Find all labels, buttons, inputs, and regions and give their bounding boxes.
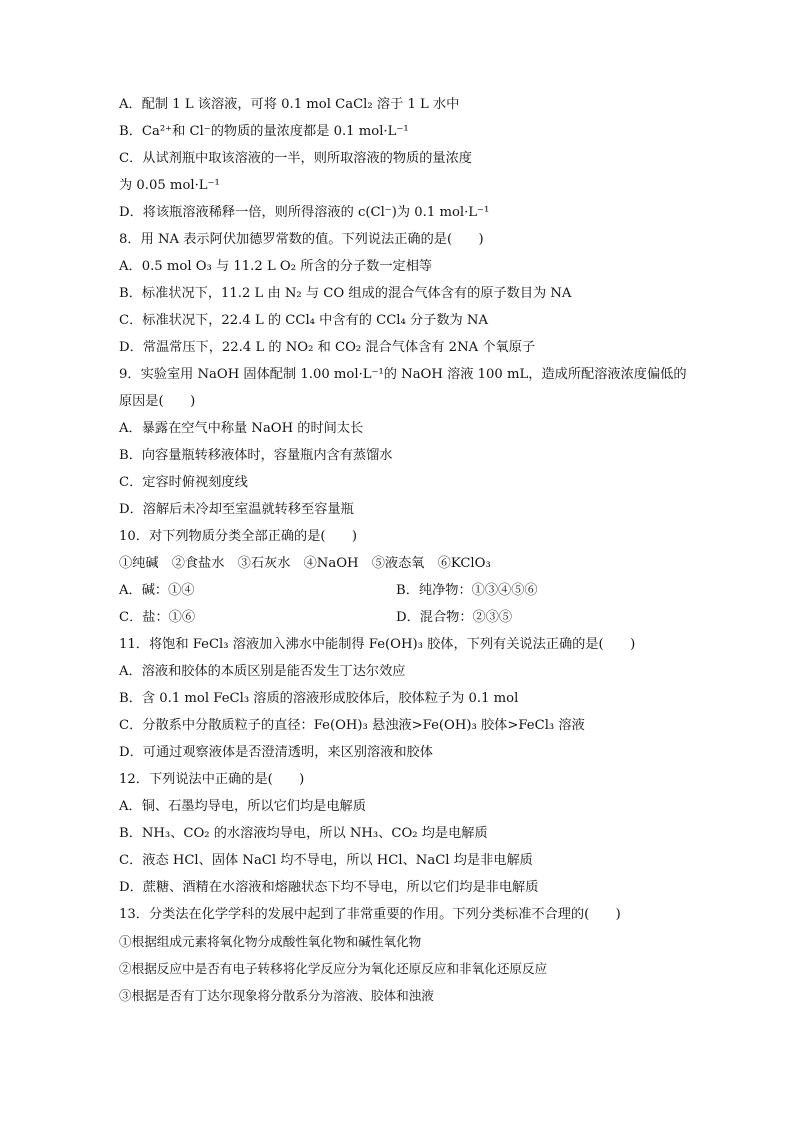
q13-item-1: ①根据组成元素将氧化物分成酸性氧化物和碱性氧化物 <box>119 934 422 949</box>
q13-item-3: ③根据是否有丁达尔现象将分散系分为溶液、胶体和浊液 <box>119 988 434 1003</box>
q7-option-c-cont: 为 0.05 mol·L⁻¹ <box>119 178 220 193</box>
q11-option-a: A．溶液和胶体的本质区别是能否发生丁达尔效应 <box>119 664 406 679</box>
q8-option-d: D．常温常压下，22.4 L 的 NO₂ 和 CO₂ 混合气体含有 2NA 个氧原子 <box>119 340 536 355</box>
q7-option-b: B．Ca²⁺和 Cl⁻的物质的量浓度都是 0.1 mol·L⁻¹ <box>119 124 409 139</box>
q10-option-c: C．盐：①⑥ <box>119 610 196 625</box>
q7-option-c: C．从试剂瓶中取该溶液的一半，则所取溶液的物质的量浓度 <box>119 151 472 166</box>
q12-option-a: A．铜、石墨均导电，所以它们均是电解质 <box>119 799 366 814</box>
q11-option-c: C．分散系中分散质粒子的直径：Fe(OH)₃ 悬浊液>Fe(OH)₃ 胶体>FeCl₃ 溶液 <box>119 718 585 733</box>
q9-option-c: C．定容时俯视刻度线 <box>119 475 248 490</box>
q10-stem: 10．对下列物质分类全部正确的是( ) <box>119 529 358 544</box>
q8-option-b: B．标准状况下，11.2 L 由 N₂ 与 CO 组成的混合气体含有的原子数目为 NA <box>119 286 572 301</box>
q7-option-d: D．将该瓶溶液稀释一倍，则所得溶液的 c(Cl⁻)为 0.1 mol·L⁻¹ <box>119 205 490 220</box>
q11-stem: 11．将饱和 FeCl₃ 溶液加入沸水中能制得 Fe(OH)₃ 胶体，下列有关说法正确的是( ) <box>119 637 636 652</box>
q8-option-c: C．标准状况下，22.4 L 的 CCl₄ 中含有的 CCl₄ 分子数为 NA <box>119 313 488 328</box>
q12-option-c: C．液态 HCl、固体 NaCl 均不导电，所以 HCl、NaCl 均是非电解质 <box>119 853 533 868</box>
q9-stem-cont: 原因是( ) <box>119 394 196 409</box>
q12-stem: 12．下列说法中正确的是( ) <box>119 772 305 787</box>
q11-option-b: B．含 0.1 mol FeCl₃ 溶质的溶液形成胶体后，胶体粒子为 0.1 mol <box>119 691 519 706</box>
q9-option-b: B．向容量瓶转移液体时，容量瓶内含有蒸馏水 <box>119 448 393 463</box>
q10-items: ①纯碱 ②食盐水 ③石灰水 ④NaOH ⑤液态氧 ⑥KClO₃ <box>119 556 491 571</box>
q8-option-a: A．0.5 mol O₃ 与 11.2 L O₂ 所含的分子数一定相等 <box>119 259 433 274</box>
q9-stem: 9．实验室用 NaOH 固体配制 1.00 mol·L⁻¹的 NaOH 溶液 100 mL，造成所配溶液浓度偏低的 <box>119 367 687 382</box>
q13-stem: 13．分类法在化学学科的发展中起到了非常重要的作用。下列分类标准不合理的( ) <box>119 907 621 922</box>
q13-item-2: ②根据反应中是否有电子转移将化学反应分为氧化还原反应和非氧化还原反应 <box>119 961 548 976</box>
q7-option-a: A．配制 1 L 该溶液，可将 0.1 mol CaCl₂ 溶于 1 L 水中 <box>119 97 460 112</box>
q9-option-d: D．溶解后未冷却至室温就转移至容量瓶 <box>119 502 354 517</box>
q11-option-d: D．可通过观察液体是否澄清透明，来区别溶液和胶体 <box>119 745 433 760</box>
q10-option-b: B．纯净物：①③④⑤⑥ <box>396 583 538 598</box>
q9-option-a: A．暴露在空气中称量 NaOH 的时间太长 <box>119 421 364 436</box>
q12-option-b: B．NH₃、CO₂ 的水溶液均导电，所以 NH₃、CO₂ 均是电解质 <box>119 826 488 841</box>
q8-stem: 8．用 NA 表示阿伏加德罗常数的值。下列说法正确的是( ) <box>119 232 484 247</box>
q10-option-a: A．碱：①④ <box>119 583 195 598</box>
q10-option-d: D．混合物：②③⑤ <box>396 610 513 625</box>
q12-option-d: D．蔗糖、酒精在水溶液和熔融状态下均不导电，所以它们均是非电解质 <box>119 880 539 895</box>
